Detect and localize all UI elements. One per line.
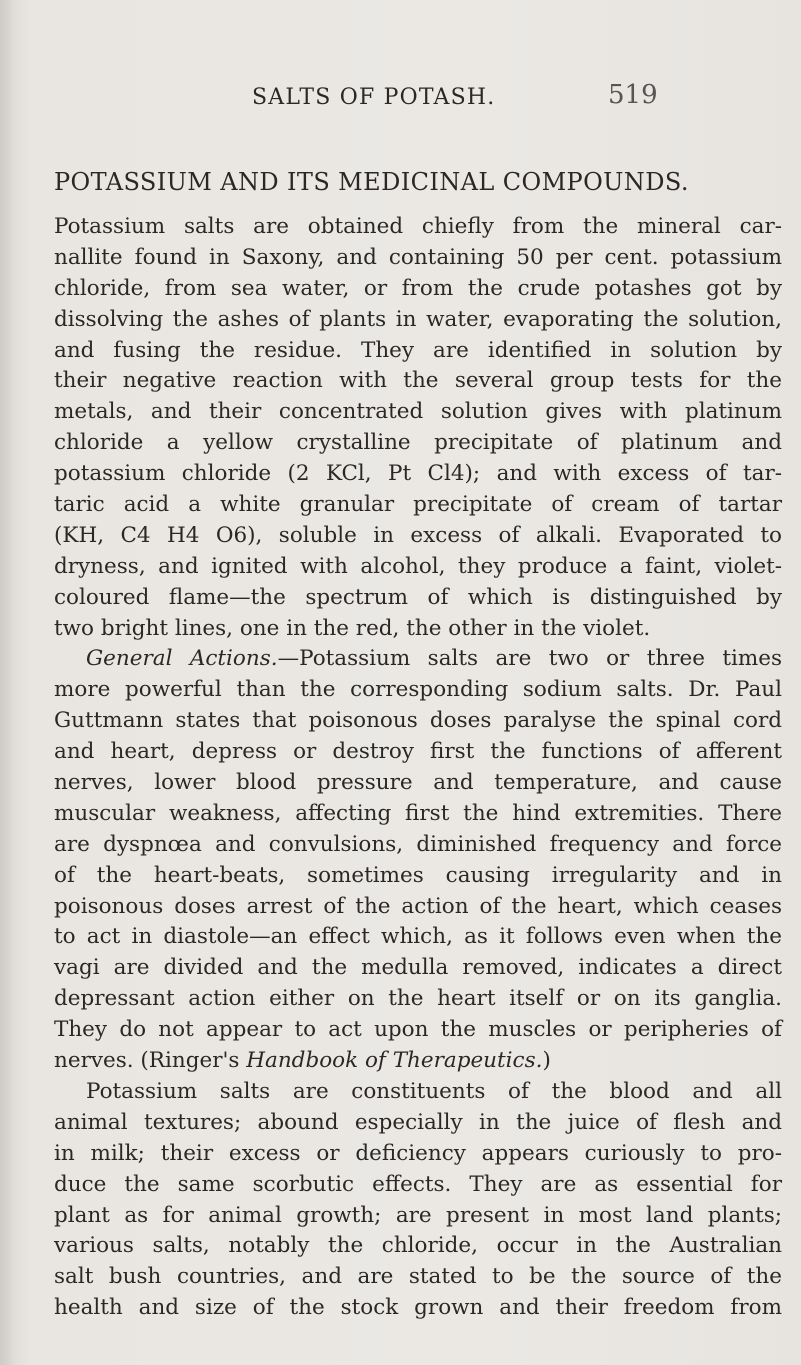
text-line: chloride, from sea water, or from the crude potashes got by xyxy=(54,275,782,301)
text-line: General Actions.—Potassium salts are two or three times xyxy=(86,646,782,672)
text-line: are dyspnœa and convulsions, diminished frequency and force xyxy=(54,831,782,857)
section-title: POTASSIUM AND ITS MEDICINAL COMPOUNDS. xyxy=(54,168,689,196)
text-line: potassium chloride (2 KCl, Pt Cl4); and with excess of tar- xyxy=(54,461,782,487)
text-line: taric acid a white granular precipitate of cream of tartar xyxy=(54,492,782,518)
text-line: various salts, notably the chloride, occur in the Australian xyxy=(54,1233,782,1259)
text-line: dryness, and ignited with alcohol, they produce a faint, violet- xyxy=(54,553,782,579)
text-line: vagi are divided and the medulla removed, indicates a direct xyxy=(54,955,782,981)
text-line: They do not appear to act upon the muscles or peripheries of xyxy=(54,1017,782,1043)
text-line: depressant action either on the heart itself or on its ganglia. xyxy=(54,986,782,1012)
text-line: nerves. (Ringer's Handbook of Therapeutics.) xyxy=(54,1048,551,1074)
body-text xyxy=(54,212,782,1324)
gutter-shadow xyxy=(0,0,14,1365)
text-line: more powerful than the corresponding sodium salts. Dr. Paul xyxy=(54,677,782,703)
text-line: Potassium salts are obtained chiefly from the mineral car- xyxy=(54,214,782,239)
text-line: Guttmann states that poisonous doses paralyse the spinal cord xyxy=(54,708,782,734)
text-line: their negative reaction with the several group tests for the xyxy=(54,368,782,394)
text-line: health and size of the stock grown and their freedom from xyxy=(54,1295,782,1321)
running-title: SALTS OF POTASH. xyxy=(252,85,496,110)
page-number: 519 xyxy=(608,80,658,110)
text-line: nallite found in Saxony, and containing 50 per cent. potassium xyxy=(54,244,782,270)
running-head xyxy=(0,80,801,115)
text-line: dissolving the ashes of plants in water, evaporating the solution, xyxy=(54,306,782,332)
text-line: in milk; their excess or deficiency appears curiously to pro- xyxy=(54,1140,782,1166)
text-line: two bright lines, one in the red, the other in the violet. xyxy=(54,615,651,641)
text-line: plant as for animal growth; are present in most land plants; xyxy=(54,1202,782,1228)
text-line: to act in diastole—an effect which, as it follows even when the xyxy=(54,924,782,950)
text-line: (KH, C4 H4 O6), soluble in excess of alkali. Evaporated to xyxy=(54,522,782,548)
text-line: animal textures; abound especially in the juice of flesh and xyxy=(54,1109,782,1135)
text-line: and fusing the residue. They are identified in solution by xyxy=(54,337,782,363)
text-line: poisonous doses arrest of the action of the heart, which ceases xyxy=(54,893,782,919)
text-line: nerves, lower blood pressure and temperature, and cause xyxy=(54,770,782,796)
text-line: muscular weakness, affecting first the hind extremities. There xyxy=(54,800,782,826)
text-line: salt bush countries, and are stated to be the source of the xyxy=(54,1264,782,1290)
text-line: Potassium salts are constituents of the blood and all xyxy=(86,1078,782,1104)
text-line: and heart, depress or destroy first the functions of afferent xyxy=(54,739,782,765)
text-line: coloured flame—the spectrum of which is distinguished by xyxy=(54,584,782,610)
text-line: chloride a yellow crystalline precipitate of platinum and xyxy=(54,430,782,456)
text-line: duce the same scorbutic effects. They are as essential for xyxy=(54,1171,782,1197)
text-line: metals, and their concentrated solution gives with platinum xyxy=(54,399,782,425)
text-line: of the heart-beats, sometimes causing irregularity and in xyxy=(54,862,782,888)
